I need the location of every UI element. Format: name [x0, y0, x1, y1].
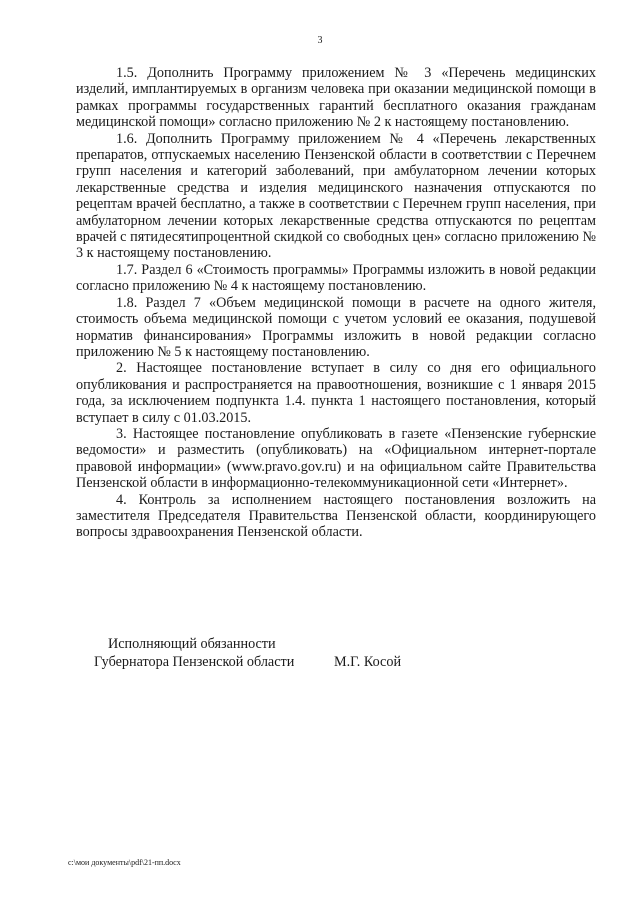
paragraph-1-7: 1.7. Раздел 6 «Стоимость программы» Программы изложить в новой редакции согласно приложению № 4 к настоящему постановлению.: [76, 261, 596, 295]
signature-title-line1: Исполняющий обязанности: [108, 636, 276, 652]
paragraph-1-6: 1.6. Дополнить Программу приложением № 4 «Перечень лекарственных препаратов, отпускаемых населению Пензенской области в соответствии с Перечнем групп населения и категорий заболеваний, при амбулаторном лечении которых лекарственные средства и изделия медицинского назначения отпускаются по рецептам врачей бесплатно, а также в соответствии с Перечнем групп населения, при амбулаторном лечении которых лекарственные средства отпускаются по рецептам врачей с пятидесятипроцентной скидкой со свободных цен» согласно приложению № 3 к настоящему постановлению.: [76, 130, 596, 262]
document-body: [76, 65, 596, 541]
paragraph-3: 3. Настоящее постановление опубликовать в газете «Пензенские губернские ведомости» и разместить (опубликовать) на «Официальном интернет-портале правовой информации» (www.pravo.gov.ru) и на официальном сайте Правительства Пензенской области в информационно-телекоммуникационной сети «Интернет».: [76, 425, 596, 492]
paragraph-4: 4. Контроль за исполнением настоящего постановления возложить на заместителя Председателя Правительства Пензенской области, координирующего вопросы здравоохранения Пензенской области.: [76, 491, 596, 541]
signature-title-line2: Губернатора Пензенской области: [94, 654, 295, 670]
paragraph-2: 2. Настоящее постановление вступает в силу со дня его официального опубликования и распространяется на правоотношения, возникшие с 1 января 2015 года, за исключением подпункта 1.4. пункта 1 настоящего постановления, который вступает в силу с 01.03.2015.: [76, 360, 596, 426]
paragraph-1-8: 1.8. Раздел 7 «Объем медицинской помощи в расчете на одного жителя, стоимость объема медицинской помощи с учетом условий ее оказания, подушевой норматив финансирования» Программы изложить в новой редакции согласно приложению № 5 к настоящему постановлению.: [76, 294, 596, 360]
paragraph-1-5: 1.5. Дополнить Программу приложением № 3 «Перечень медицинских изделий, имплантируемых в организм человека при оказании медицинской помощи в рамках программы государственных гарантий бесплатного оказания гражданам медицинской помощи» согласно приложению № 2 к настоящему постановлению.: [76, 65, 596, 131]
footer-file-path: c:\мои документы\pdf\21-пп.docx: [68, 858, 181, 867]
signatory-name: М.Г. Косой: [334, 654, 402, 670]
page-number: 3: [317, 35, 323, 46]
